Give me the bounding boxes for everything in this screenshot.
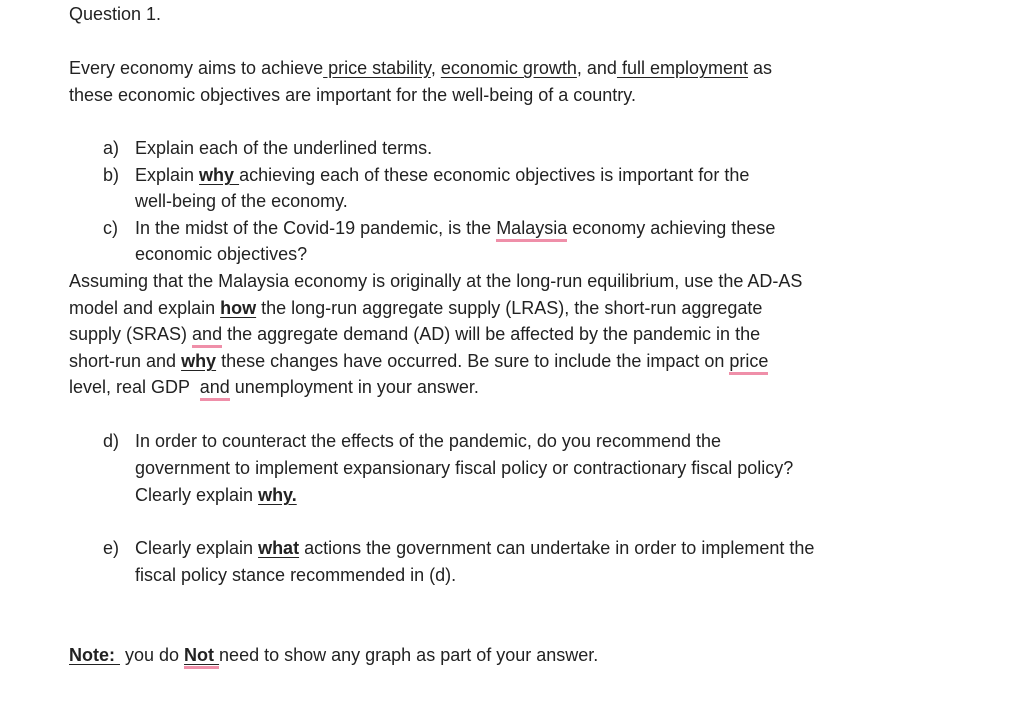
item-b-marker: b) xyxy=(103,165,120,185)
note-line xyxy=(69,644,598,666)
intro-line-2: these economic objectives are important for the well-being of a country. xyxy=(69,85,636,105)
item-d-text: Clearly explain xyxy=(135,485,259,505)
adas-emphasis-how: how xyxy=(220,298,257,318)
adas-line-5 xyxy=(69,376,479,398)
adas-emphasis-why: why xyxy=(181,351,217,371)
question-title: Question 1. xyxy=(69,4,162,24)
item-c-marker: c) xyxy=(103,218,118,238)
adas-line-1: Assuming that the Malaysia economy is originally at the long-run equilibrium, use the AD-AS xyxy=(69,271,803,291)
adas-text: level, real GDP xyxy=(69,377,200,397)
item-c-text: In the midst of the Covid-19 pandemic, is the xyxy=(135,218,497,238)
item-d-line-1: In order to counteract the effects of the pandemic, do you recommend the xyxy=(135,431,722,451)
item-a-marker: a) xyxy=(103,138,120,158)
intro-text: , and xyxy=(576,58,617,78)
item-e-text: actions the government can undertake in order to implement the xyxy=(299,538,815,558)
adas-text: the aggregate demand (AD) will be affected by the pandemic in the xyxy=(222,324,761,344)
adas-text: unemployment in your answer. xyxy=(229,377,479,397)
note-emphasis-not[interactable]: Not xyxy=(184,645,219,669)
adas-text: model and explain xyxy=(69,298,221,318)
item-c-line-2: economic objectives? xyxy=(135,244,308,264)
adas-line-2 xyxy=(69,297,762,319)
term-full-employment: full employment xyxy=(616,58,749,78)
item-b-text: Explain xyxy=(135,165,200,185)
spellcheck-flag-and[interactable]: and xyxy=(192,324,222,348)
item-e-line-2: fiscal policy stance recommended in (d). xyxy=(135,565,457,585)
intro-text: , xyxy=(430,58,441,78)
item-d-marker: d) xyxy=(103,431,120,451)
adas-text: short-run and xyxy=(69,351,182,371)
adas-line-3 xyxy=(69,323,760,345)
adas-text: the long-run aggregate supply (LRAS), the short-run aggregate xyxy=(256,298,763,318)
item-e-text: Clearly explain xyxy=(135,538,259,558)
adas-text: supply (SRAS) xyxy=(69,324,193,344)
item-d-emphasis-why: why. xyxy=(258,485,297,505)
intro-text: as xyxy=(748,58,773,78)
note-text: you do xyxy=(120,645,185,665)
item-b-text: achieving each of these economic objectives is important for the xyxy=(239,165,750,185)
item-e-marker: e) xyxy=(103,538,120,558)
item-e-line-1 xyxy=(135,537,814,559)
term-economic-growth: economic growth xyxy=(440,58,577,78)
note-label: Note: xyxy=(69,645,120,665)
adas-text: these changes have occurred. Be sure to include the impact on xyxy=(216,351,730,371)
intro-line-1 xyxy=(69,57,772,79)
item-d-line-2: government to implement expansionary fiscal policy or contractionary fiscal policy? xyxy=(135,458,794,478)
item-b-line-2: well-being of the economy. xyxy=(135,191,348,211)
spellcheck-flag-and[interactable]: and xyxy=(200,377,230,401)
item-b-emphasis: why xyxy=(199,165,240,185)
adas-line-4 xyxy=(69,350,768,372)
intro-text: Every economy aims to achieve xyxy=(69,58,324,78)
item-d-line-3 xyxy=(135,484,297,506)
item-c-line-1 xyxy=(135,217,775,239)
item-b-line-1 xyxy=(135,164,749,186)
spellcheck-flag-malaysia[interactable]: Malaysia xyxy=(496,218,567,242)
item-a-text: Explain each of the underlined terms. xyxy=(135,138,433,158)
term-price-stability: price stability xyxy=(323,58,431,78)
note-text: need to show any graph as part of your answer. xyxy=(219,645,599,665)
spellcheck-flag-price[interactable]: price xyxy=(729,351,768,375)
item-c-text: economy achieving these xyxy=(567,218,776,238)
item-e-emphasis-what: what xyxy=(258,538,300,558)
